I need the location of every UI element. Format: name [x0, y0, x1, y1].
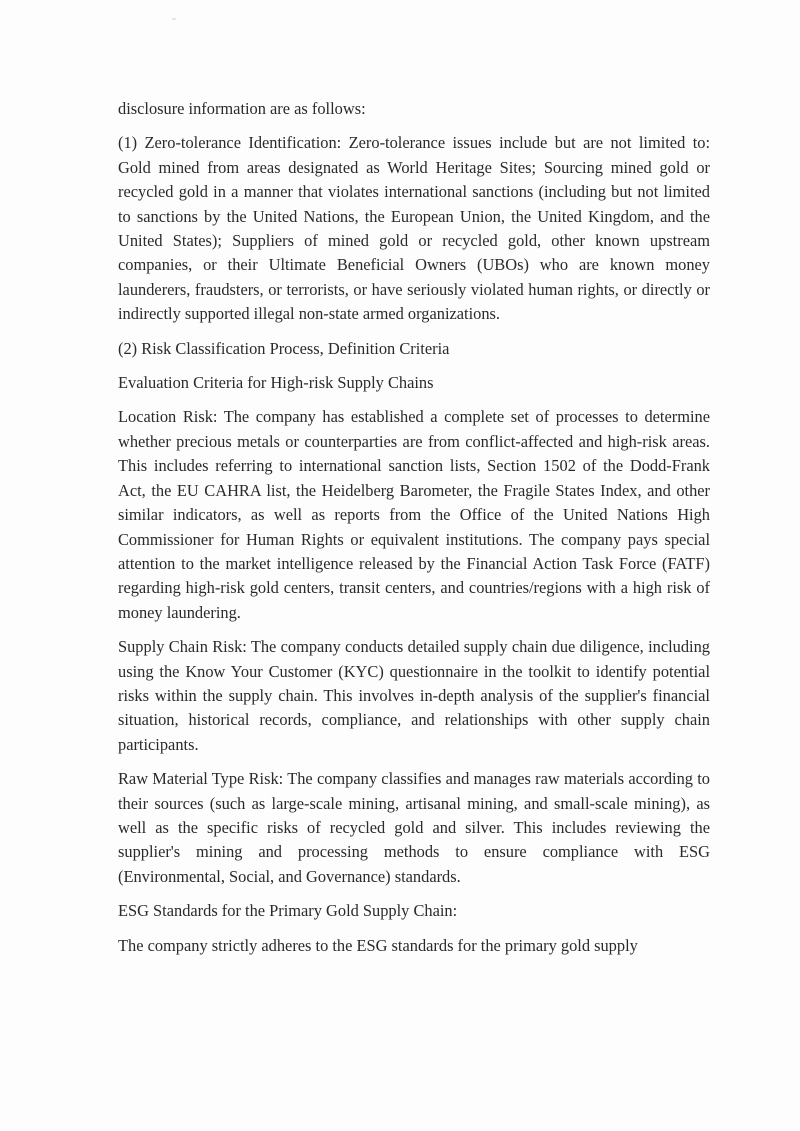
paragraph-zero-tolerance: (1) Zero-tolerance Identification: Zero-tolerance issues include but are not limited to: Gold mined from areas designated as World Heritage Sites; Sourcing mined gold or recycled gold in a manner that violates international sanctions (including but not limited to sanctions by the United Nations, the European Union, the United Kingdom, and the United States); Suppliers of mined gold or recycled gold, other known upstream companies, or their Ultimate Beneficial Owners (UBOs) who are known money launderers, fraudsters, or terrorists, or have seriously violated human rights, or directly or indirectly supported illegal non-state armed organizations.	[118, 133, 710, 324]
paragraph-esg-heading: ESG Standards for the Primary Gold Supply Chain:	[118, 901, 458, 921]
paragraph-intro: disclosure information are as follows:	[118, 99, 366, 118]
paragraph-location-risk: Location Risk: The company has established a complete set of processes to determine whether precious metals or counterparties are from conflict-affected and high-risk areas. This includes referring to international sanction lists, Section 1502 of the Dodd-Frank Act, the EU CAHRA list, the Heidelberg Barometer, the Fragile States Index, and other similar indicators, as well as reports from the Office of the United Nations High Commissioner for Human Rights or equivalent institutions. The company pays special attention to the market intelligence released by the Financial Action Task Force (FATF) regarding high-risk gold centers, transit centers, and countries/regions with a high risk of money laundering.	[118, 407, 710, 622]
scan-mark	[172, 18, 176, 20]
paragraph-risk-classification-heading: (2) Risk Classification Process, Definition Criteria	[118, 338, 450, 358]
paragraph-raw-material-risk: Raw Material Type Risk: The company classifies and manages raw materials according to their sources (such as large-scale mining, artisanal mining, and small-scale mining), as well as the specific risks of recycled gold and silver. This includes reviewing the supplier's mining and processing methods to ensure compliance with ESG (Environmental, Social, and Governance) standards.	[118, 769, 710, 886]
document-body	[118, 97, 710, 968]
paragraph-esg-standards: The company strictly adheres to the ESG standards for the primary gold supply	[118, 935, 638, 955]
paragraph-supply-chain-risk: Supply Chain Risk: The company conducts detailed supply chain due diligence, including using the Know Your Customer (KYC) questionnaire in the toolkit to identify potential risks within the supply chain. This involves in-depth analysis of the supplier's financial situation, historical records, compliance, and relationships with other supply chain participants.	[118, 637, 710, 754]
paragraph-evaluation-criteria-heading: Evaluation Criteria for High-risk Supply Chains	[118, 373, 434, 393]
